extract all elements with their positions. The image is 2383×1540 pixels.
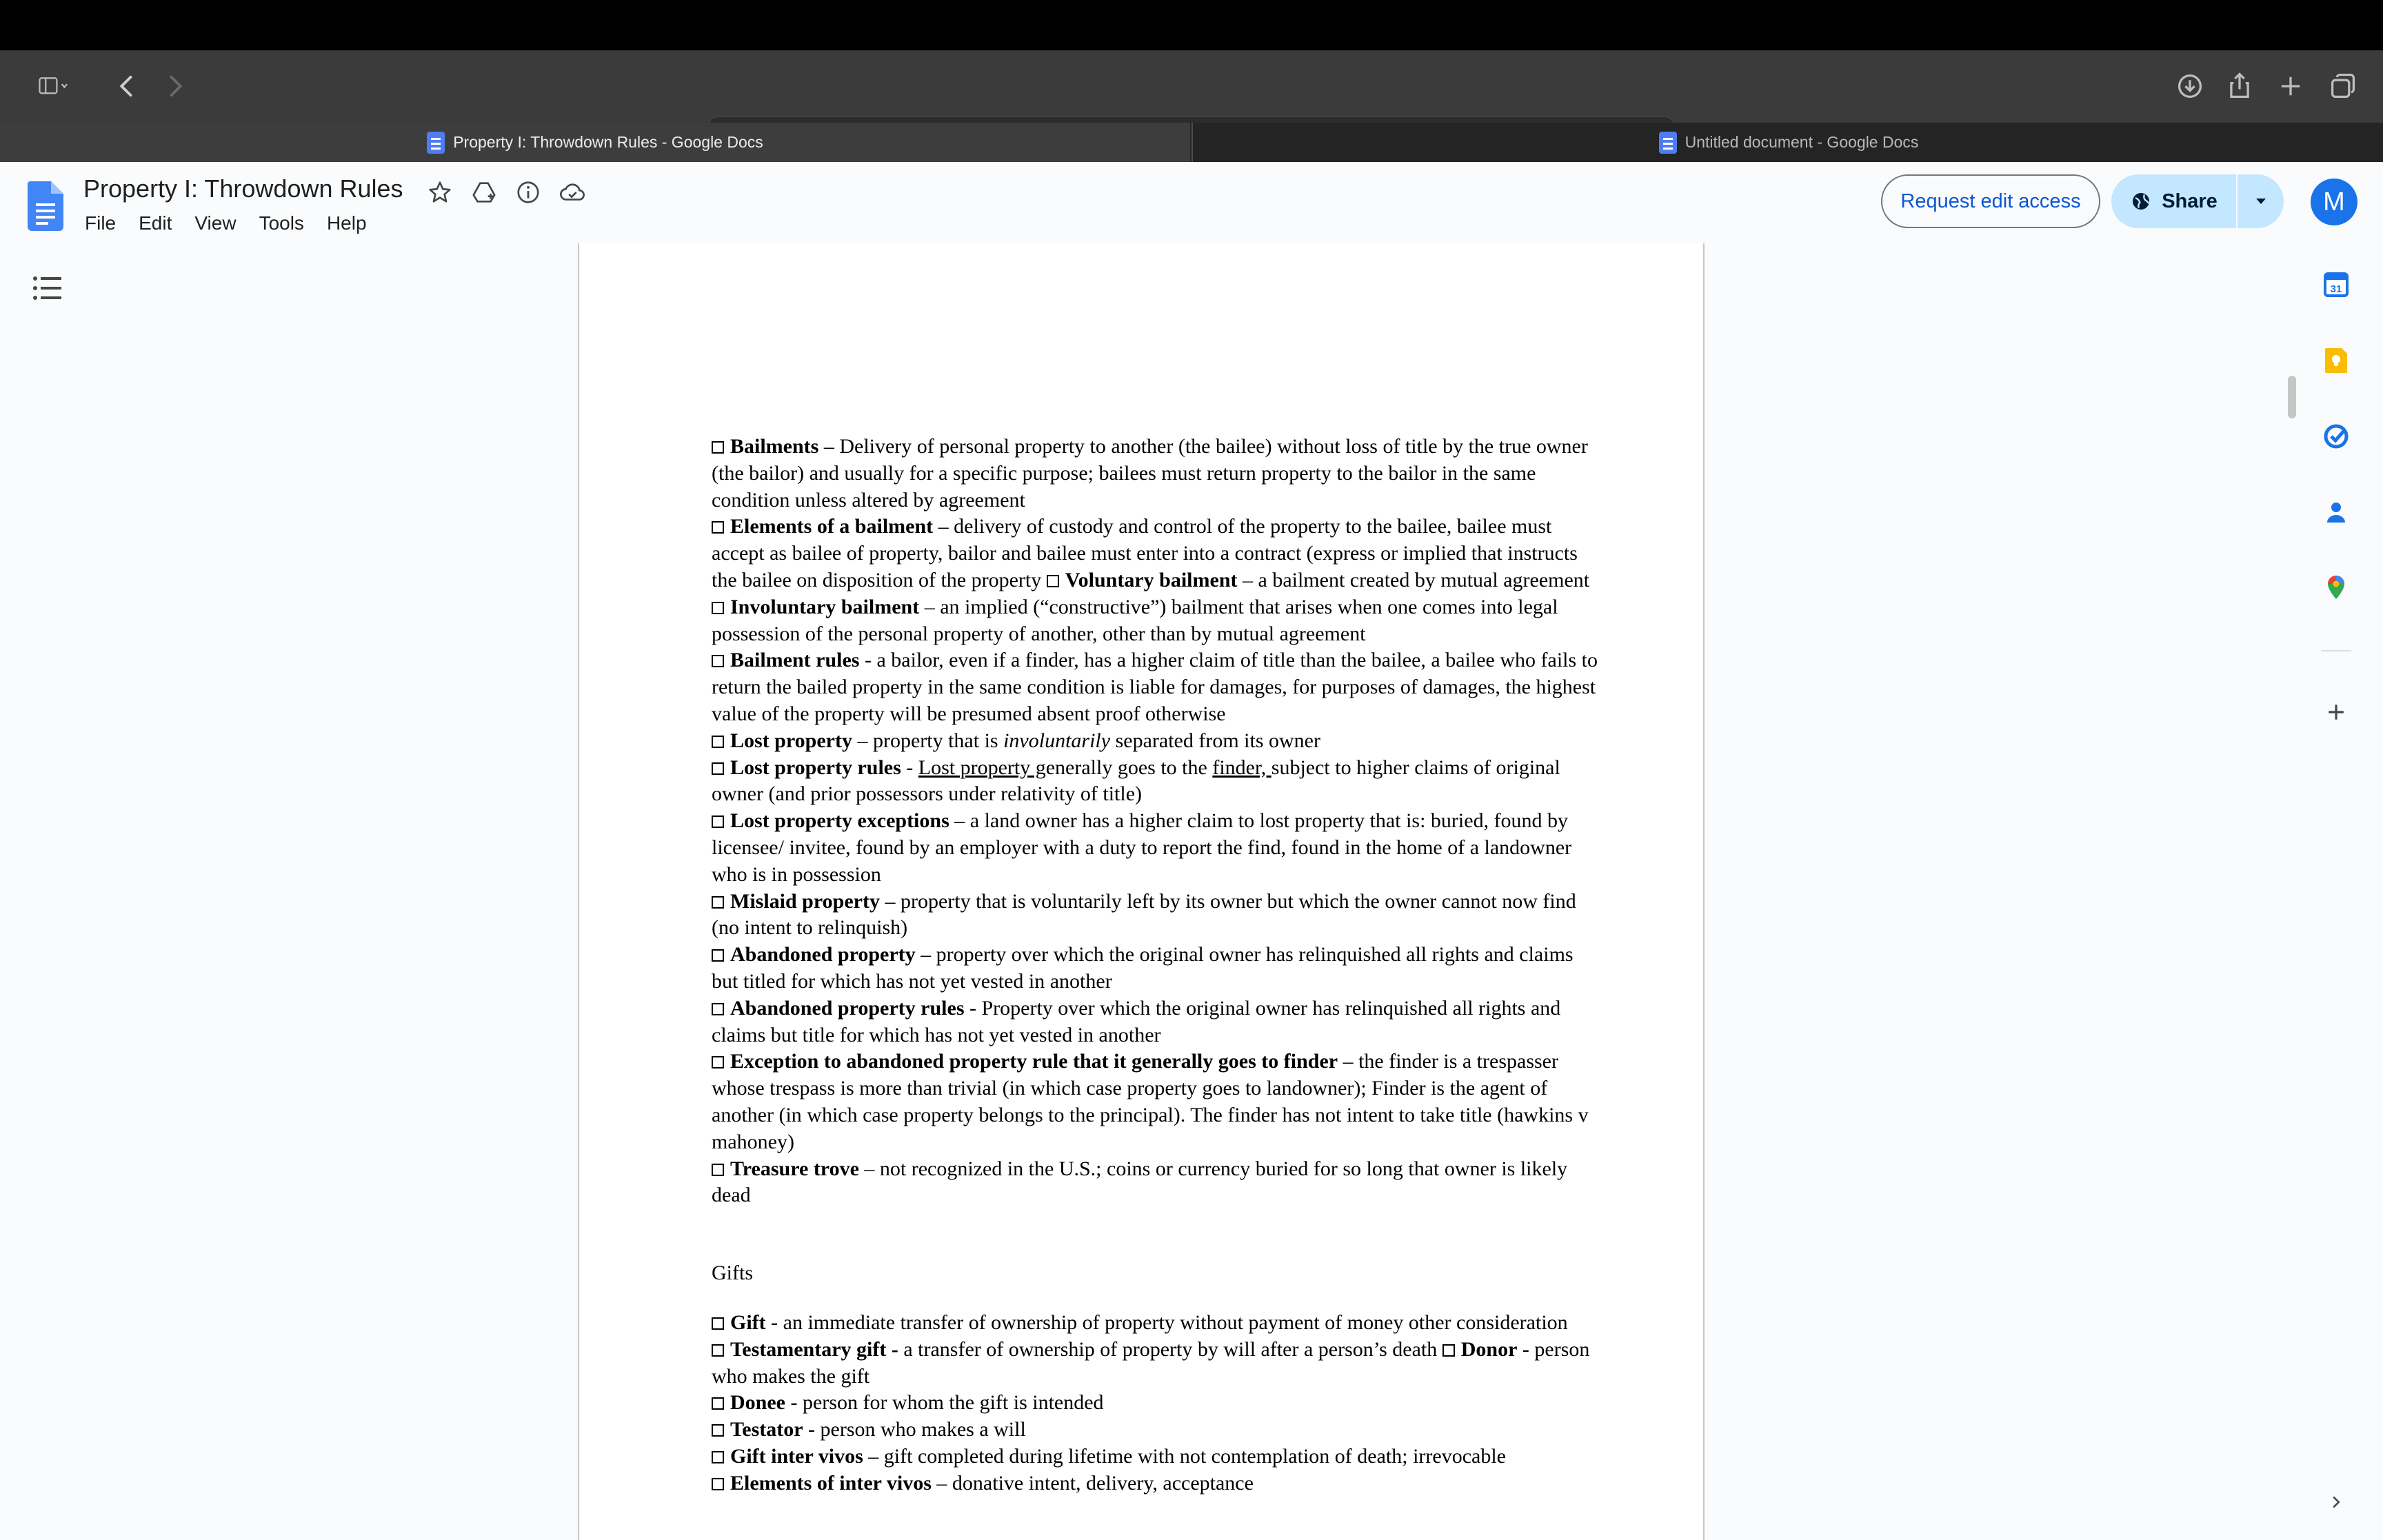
checkbox-glyph [712,1056,724,1068]
checkbox-glyph [712,896,724,909]
share-sheet-icon[interactable] [2218,64,2262,108]
entry-text: – property over which the original owner has relinquished all rights and claims but titled for which has not yet vested in another [712,943,1573,993]
document-outline-icon[interactable] [32,274,63,302]
menu-bar-strip [0,0,2383,50]
checkbox-glyph [712,736,724,748]
entry-text: - person who makes a will [803,1418,1026,1441]
entry-text: Lost property g [918,756,1046,779]
term-label: Gift inter vivos [730,1444,863,1468]
bullet-entry [712,434,1601,514]
term-label: Mislaid property [730,889,880,913]
bullet-entry [712,1156,1601,1210]
share-button[interactable] [2111,174,2236,228]
contacts-icon[interactable] [2318,494,2354,530]
checkbox-glyph [712,1451,724,1463]
browser-toolbar [0,50,2383,123]
term-label: Gift [730,1310,766,1334]
entry-text: – not recognized in the U.S.; coins or currency buried for so long that owner is likely dead [712,1157,1568,1207]
entry-text: - a bailor, even if a finder, has a higher claim of title than the bailee, a bailee who fails to return the bailed property in the same condition is liable for damages, for purposes of damages, the highest value of the property will be presumed absent proof otherwise [712,649,1598,725]
term-label: Donor [1460,1337,1518,1361]
entry-text: – an implied (“constructive”) bailment that arises when one comes into legal possession of the personal property of another, other than by mutual agreement [712,595,1558,645]
entry-text: – the finder is a trespasser whose trespass is more than trivial (in which case property goes to landowner); Finder is the agent of another (in which case property belongs to the principal). The finder has not intent to take title (hawkins v mahoney) [712,1050,1589,1153]
entry-text: – property that is [852,729,1004,752]
bullet-entry [712,1470,1601,1497]
request-edit-access-button[interactable]: Request edit access [1881,174,2100,228]
bullet-entry [712,889,1601,942]
info-icon[interactable] [513,177,543,207]
entry-text: – Delivery of personal property to another (the bailee) without loss of title by the true owner (the bailor) and usually for a specific purpose; bailees must return property to the bailor in the same condition unless altered by agreement [712,435,1588,511]
term-label: Testator [730,1418,803,1441]
checkbox-glyph [712,1478,724,1490]
term-label: Exception to abandoned property rule that it generally goes to finder [730,1050,1338,1073]
docs-tab-icon [1659,132,1677,154]
checkbox-glyph [712,815,724,828]
checkbox-glyph [712,655,724,667]
term-label: Lost property rules [730,756,901,779]
keep-icon[interactable] [2318,343,2354,378]
checkbox-glyph [712,441,724,454]
chevron-right-icon[interactable] [2318,1484,2354,1520]
tab-throwdown-rules[interactable] [0,123,1190,162]
menu-tools[interactable]: Tools [259,212,304,234]
tasks-icon[interactable] [2318,418,2354,454]
checkbox-glyph [712,521,724,534]
term-label: Bailments [730,435,819,458]
entry-text: - an immediate transfer of ownership of property without payment of money other consideration [765,1310,1568,1334]
bullet-entry [712,1337,1601,1390]
term-label: Donee [730,1391,785,1415]
tab-untitled-document[interactable] [1192,123,2383,162]
checkbox-glyph [712,602,724,614]
side-panel [2303,243,2383,1540]
docs-menu-bar [85,212,367,234]
term-label: Testamentary gift - [730,1337,898,1361]
maps-icon[interactable] [2318,570,2354,606]
bullet-entry [712,594,1601,648]
entry-text: subject to higher claims of original owner (and prior possessors under relativity of title) [712,756,1560,806]
term-label: Treasure trove [730,1157,859,1180]
term-label: Abandoned property rules [730,996,965,1020]
bullet-entry [712,942,1601,995]
star-icon[interactable] [425,177,455,207]
caret-down-icon [2254,194,2268,208]
menu-view[interactable]: View [194,212,237,234]
entry-text: finder, [1212,756,1271,779]
section-heading-gifts: Gifts [712,1262,753,1285]
entry-text: – donative intent, delivery, acceptance [931,1471,1254,1495]
checkbox-glyph [712,1344,724,1357]
bullet-entry [712,514,1601,594]
panel-divider [2321,650,2351,651]
tab-label: Untitled document - Google Docs [1685,133,1919,151]
entry-text: - person for whom the gift is intended [785,1391,1104,1415]
back-icon[interactable] [105,64,149,108]
term-label: Lost property [730,729,852,752]
calendar-icon[interactable] [2318,267,2354,303]
share-label: Share [2162,190,2218,212]
add-addon-icon[interactable] [2318,694,2354,730]
checkbox-glyph [1047,575,1059,587]
checkbox-glyph [712,1424,724,1437]
entry-text: separated from its owner [1110,729,1320,752]
entry-text: a transfer of ownership of property by will after a person’s death [898,1337,1442,1361]
menu-help[interactable]: Help [326,212,367,234]
term-label: Voluntary bailment [1065,568,1238,591]
docs-tab-icon [427,132,445,154]
term-label: Elements of a bailment [730,515,934,538]
tab-bar [0,123,2383,162]
checkbox-glyph [712,1003,724,1015]
checkbox-glyph [712,949,724,962]
entry-text: – property that is voluntarily left by its owner but which the owner cannot now find (no intent to relinquish) [712,889,1576,940]
checkbox-glyph [712,1317,724,1330]
scrollbar-thumb[interactable] [2288,376,2296,418]
term-label: Involuntary bailment [730,595,920,618]
docs-header [0,162,2383,243]
bullet-entry [712,1390,1601,1417]
entry-text: – a bailment created by mutual agreement [1237,568,1590,591]
term-label: Lost property exceptions [730,809,949,833]
share-dropdown[interactable] [2238,174,2284,228]
checkbox-glyph [712,1397,724,1410]
entry-text: – gift completed during lifetime with not contemplation of death; irrevocable [863,1444,1506,1468]
term-label: Elements of inter vivos [730,1471,932,1495]
term-label: Bailment rules [730,649,860,672]
sidebar-toggle-icon[interactable] [19,64,88,108]
avatar[interactable]: M [2311,179,2357,225]
document-page [578,243,1705,1540]
new-tab-icon[interactable] [2269,64,2313,108]
entry-text: – delivery of custody and control of the property to the bailee, bailee must accept as bailee of property, bailor and bailee must enter into a contract (express or implied that instructs the bailee on disposition of the property [712,515,1578,591]
bullet-entry [712,728,1601,755]
entry-text: - Property over which the original owner has relinquished all rights and claims but title for which has not yet vested in another [712,996,1561,1046]
checkbox-glyph [712,1164,724,1176]
entry-text: – a land owner has a higher claim to lost property that is: buried, found by licensee/ invitee, found by an employer with a duty to report the find, found in the home of a landowner who is in possession [712,809,1572,886]
bullet-entry [712,1417,1601,1443]
cloud-saved-icon[interactable] [557,177,587,207]
bullet-entry [712,755,1601,809]
forward-icon[interactable] [153,64,197,108]
checkbox-glyph [712,762,724,775]
document-body[interactable] [712,434,1601,1497]
bullet-entry [712,808,1601,888]
tab-label: Property I: Throwdown Rules - Google Docs [453,133,763,151]
svg-text:31: 31 [2330,283,2342,295]
entry-text: enerally goes to the [1045,756,1213,779]
downloads-icon[interactable] [2168,64,2212,108]
menu-edit[interactable]: Edit [139,212,172,234]
tab-overview-icon[interactable] [2321,64,2365,108]
entry-text: - person who makes the gift [712,1337,1590,1388]
entry-text: - [901,756,918,779]
entry-text: involuntarily [1003,729,1111,752]
bullet-entry [712,995,1601,1049]
bullet-entry [712,1048,1601,1155]
checkbox-glyph [1442,1344,1455,1357]
move-to-drive-icon[interactable] [469,177,499,207]
globe-icon [2130,190,2152,212]
bullet-entry [712,1310,1601,1337]
menu-file[interactable]: File [85,212,117,234]
document-title[interactable]: Property I: Throwdown Rules [83,174,403,203]
term-label: Abandoned property [730,943,916,966]
google-docs-logo-icon[interactable] [28,181,63,231]
bullet-entry [712,1443,1601,1470]
bullet-entry [712,647,1601,727]
